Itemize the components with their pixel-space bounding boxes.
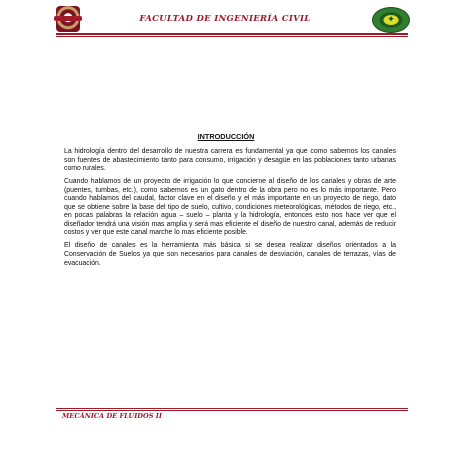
paragraph: La hidrología dentro del desarrollo de nuestra carrera es fundamental ya que como sabemos los canales son fuentes de abastecimiento tanto para consumo, irrigación y desagüe en las poblaciones tanto urbanas como rurales. bbox=[64, 148, 396, 173]
emblem-mark: ✦ bbox=[387, 15, 395, 25]
seal-ribbon bbox=[54, 16, 82, 21]
faculty-emblem-icon bbox=[372, 7, 410, 33]
document-body bbox=[64, 148, 396, 273]
footer-course-name: MECÁNICA DE FLUIDOS II bbox=[62, 412, 162, 420]
paragraph: El diseño de canales es la herramienta más básica si se desea realizar diseños orientados a la Conservación de Suelos ya que son necesarios para canales de desviación, canales de terrazas, vías de evacuación. bbox=[64, 242, 396, 267]
header-divider bbox=[56, 33, 408, 35]
document-title: INTRODUCCIÓN bbox=[197, 132, 255, 141]
header-divider-thin bbox=[56, 36, 408, 37]
university-seal-icon bbox=[56, 6, 80, 32]
footer-divider-thin bbox=[56, 410, 408, 411]
header-title: FACULTAD DE INGENIERÍA CIVIL bbox=[139, 14, 311, 24]
paragraph: Cuando hablamos de un proyecto de irrigación lo que concierne al diseño de los canales y obras de arte (puentes, tumbas, etc.), como sabemos es un gato dentro de la obra pero no es lo más importante. Pero cuando hablamos del caudal, factor clave en el diseño y el más importante en un proyecto de riego, dato que se obtiene sobre la base del tipo de suelo, cultivo, condiciones meteorológicas, métodos de riego, etc., en pocas palabras la relación agua – suelo – planta y la hidrología, entonces esto nos hace ver que el diseñador tendrá una visión mas amplia y será mas eficiente el diseño de nuestro canal, además de reducir costos y ver que este canal marche lo mas eficiente posible. bbox=[64, 178, 396, 237]
footer-divider bbox=[56, 408, 408, 409]
